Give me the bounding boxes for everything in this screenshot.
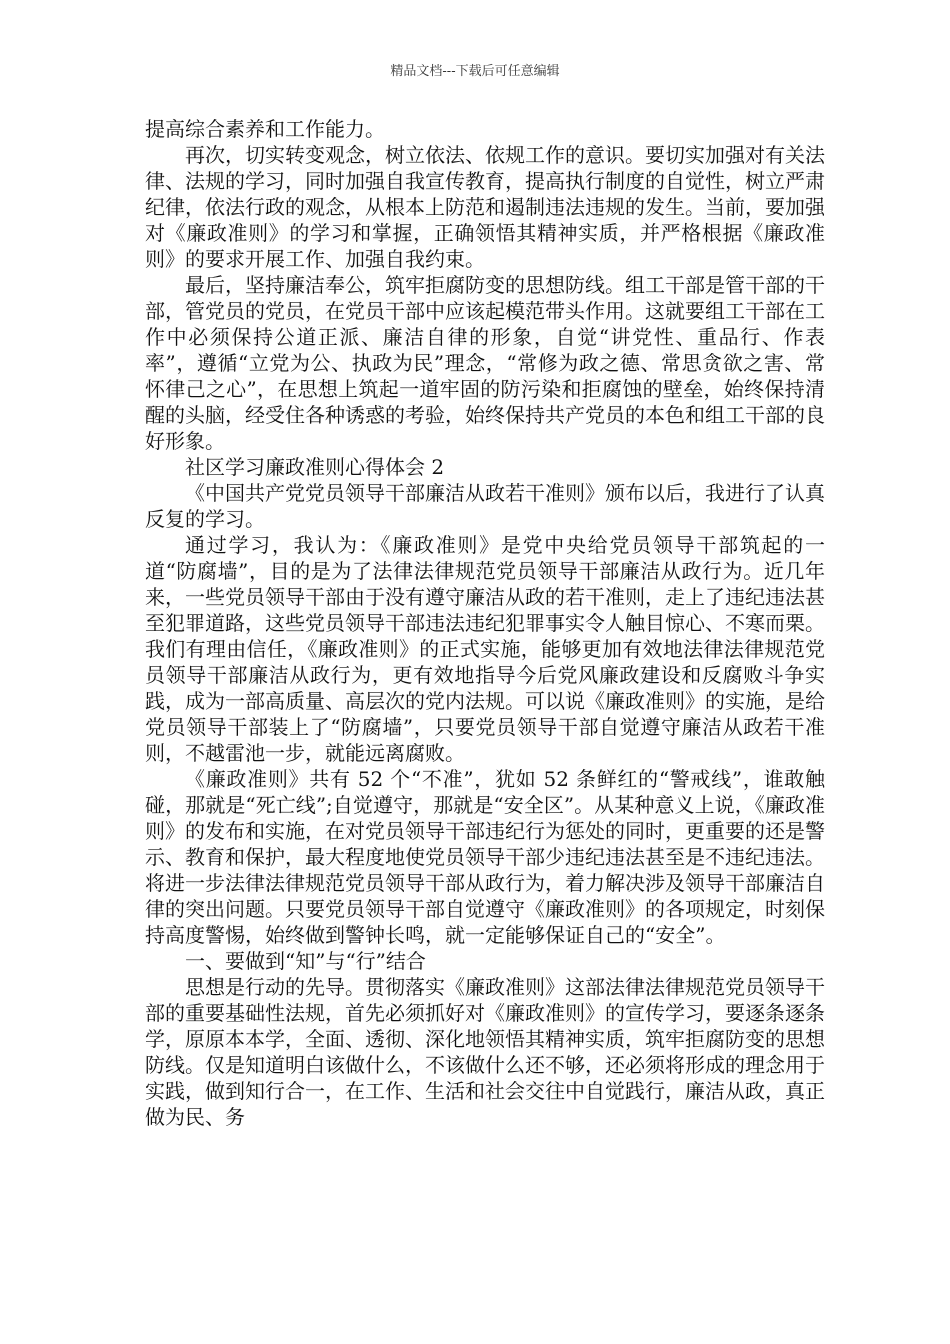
paragraph: 《廉政准则》共有 52 个“不准”，犹如 52 条鲜红的“警戒线”，谁敢触碰，那就是“死亡线”;自觉遵守，那就是“安全区”。从某种意义上说，《廉政准则》的发布和实施，在对党员领导干部违纪行为惩处的同时，更重要的还是警示、教育和保护，最大程度地使党员领导干部少违纪违法甚至是不违纪违法。将进一步法律法律规范党员领导干部从政行为，着力解决涉及领导干部廉洁自律的突出问题。只要党员领导干部自觉遵守《廉政准则》的各项规定，时刻保持高度警惕，始终做到警钟长鸣，就一定能够保证自己的“安全”。: [145, 767, 825, 947]
section-title: 社区学习廉政准则心得体会 2: [185, 455, 445, 479]
paragraph: 最后，坚持廉洁奉公，筑牢拒腐防变的思想防线。组工干部是管干部的干部，管党员的党员，在党员干部中应该起模范带头作用。这就要组工干部在工作中必须保持公道正派、廉洁自律的形象，自觉“讲党性、重品行、作表率”，遵循“立党为公、执政为民”理念，“常修为政之德、常思贪欲之害、常怀律己之心”，在思想上筑起一道牢固的防污染和拒腐蚀的壁垒，始终保持清醒的头脑，经受住各种诱惑的考验，始终保持共产党员的本色和组工干部的良好形象。: [145, 273, 825, 453]
paragraph: 思想是行动的先导。贯彻落实《廉政准则》这部法律法律规范党员领导干部的重要基础性法规，首先必须抓好对《廉政准则》的宣传学习，要逐条逐条学，原原本本学，全面、透彻、深化地领悟其精神实质，筑牢拒腐防变的思想防线。仅是知道明白该做什么，不该做什么还不够，还必须将形成的理念用于实践，做到知行合一，在工作、生活和社会交往中自觉践行，廉洁从政，真正做为民、务: [145, 975, 825, 1129]
paragraph: 通过学习，我认为：《廉政准则》是党中央给党员领导干部筑起的一道“防腐墙”，目的是为了法律法律规范党员领导干部廉洁从政行为。近几年来，一些党员领导干部由于没有遵守廉洁从政的若干准则，走上了违纪违法甚至犯罪道路，这些党员领导干部违法违纪犯罪事实令人触目惊心、不寒而栗。我们有理由信任，《廉政准则》的正式实施，能够更加有效地法律法律规范党员领导干部廉洁从政行为，更有效地指导今后党风廉政建设和反腐败斗争实践，成为一部高质量、高层次的党内法规。可以说《廉政准则》的实施，是给党员领导干部装上了“防腐墙”，只要党员领导干部自觉遵守廉洁从政若干准则，不越雷池一步，就能远离腐败。: [145, 533, 825, 765]
paragraph: 《中国共产党党员领导干部廉洁从政若干准则》颁布以后，我进行了认真反复的学习。: [145, 481, 825, 531]
section-heading: 一、要做到“知”与“行”结合: [185, 949, 426, 973]
document-body: [145, 116, 825, 1130]
page-header: 精品文档---下载后可任意编辑: [390, 64, 560, 79]
paragraph: 再次，切实转变观念，树立依法、依规工作的意识。要切实加强对有关法律、法规的学习，同时加强自我宣传教育，提高执行制度的自觉性，树立严肃纪律，依法行政的观念，从根本上防范和遏制违法违规的发生。当前，要加强对《廉政准则》的学习和掌握，正确领悟其精神实质，并严格根据《廉政准则》的要求开展工作、加强自我约束。: [145, 143, 825, 271]
paragraph: 提高综合素养和工作能力。: [145, 117, 385, 141]
